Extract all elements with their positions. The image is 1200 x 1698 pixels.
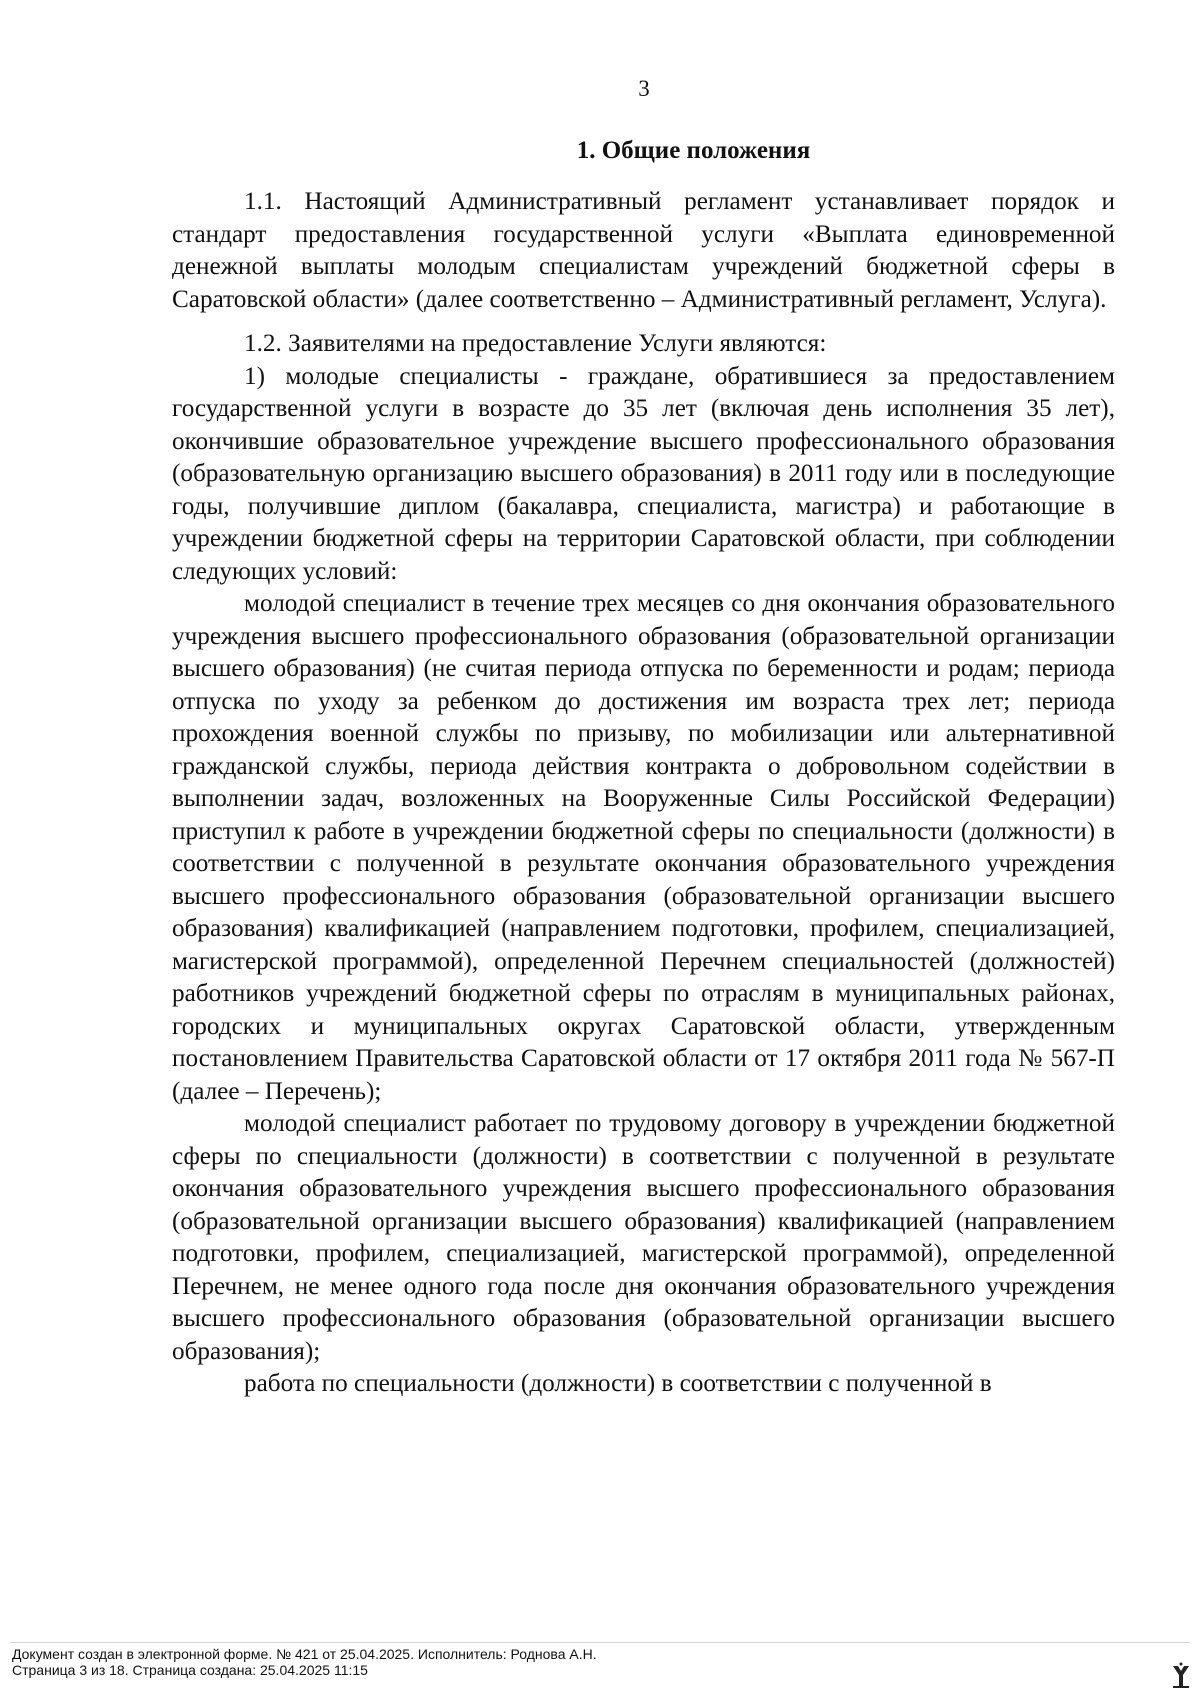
paragraph-1-2: 1.2. Заявителями на предоставление Услуги являются: [244, 330, 827, 357]
paragraph-condition-3: работа по специальности (должности) в соответствии с полученной в [244, 1370, 992, 1397]
footer-document-info: Документ создан в электронной форме. № 421 от 25.04.2025. Исполнитель: Роднова А.Н. [12, 1646, 597, 1662]
coat-of-arms-icon [1170, 1662, 1192, 1690]
footer-divider [10, 1642, 1190, 1643]
document-body [172, 186, 1115, 1401]
page-number: 3 [638, 76, 650, 101]
section-heading: 1. Общие положения [576, 137, 811, 164]
paragraph-condition-1: молодой специалист в течение трех месяцев со дня окончания образовательного учреждения высшего профессионального образования (образовательной организации высшего образования) (не считая периода отпуска по беременности и родам; периода отпуска по уходу за ребенком до достижения им возраста трех лет; периода прохождения военной службы по призыву, по мобилизации или альтернативной гражданской службы, периода действия контракта о добровольном содействии в выполнении задач, возложенных на Вооруженные Силы Российской Федерации) приступил к работе в учреждении бюджетной сферы по специальности (должности) в соответствии с полученной в результате окончания образовательного учреждения высшего профессионального образования (образовательной организации высшего образования) квалификацией (направлением подготовки, профилем, специализацией, магистерской программой), определенной Перечнем специальностей (должностей) работников учреждений бюджетной сферы по отраслям в муниципальных районах, городских и муниципальных округах Саратовской области, утвержденным постановлением Правительства Саратовской области от 17 октября 2011 года № 567-П (далее – Перечень); [172, 590, 1115, 1105]
footer-page-info: Страница 3 из 18. Страница создана: 25.04.2025 11:15 [12, 1662, 368, 1678]
paragraph-1-1: 1.1. Настоящий Административный регламент устанавливает порядок и стандарт предоставления государственной услуги «Выплата единовременной денежной выплаты молодым специалистам учреждений бюджетной сферы в Саратовской области» (далее соответственно – Административный регламент, Услуга). [172, 188, 1115, 313]
document-footer [12, 1646, 597, 1678]
paragraph-condition-2: молодой специалист работает по трудовому договору в учреждении бюджетной сферы по специальности (должности) в соответствии с полученной в результате окончания образовательного учреждения высшего профессионального образования (образовательной организации высшего образования) квалификацией (направлением подготовки, профилем, специализацией, магистерской программой), определенной Перечнем, не менее одного года после дня окончания образовательного учреждения высшего профессионального образования (образовательной организации высшего образования); [172, 1110, 1115, 1365]
paragraph-item-1: 1) молодые специалисты - граждане, обратившиеся за предоставлением государственной услуги в возрасте до 35 лет (включая день исполнения 35 лет), окончившие образовательное учреждение высшего профессионального образования (образовательную организацию высшего образования) в 2011 году или в последующие годы, получившие диплом (бакалавра, специалиста, магистра) и работающие в учреждении бюджетной сферы на территории Саратовской области, при соблюдении следующих условий: [172, 362, 1115, 585]
